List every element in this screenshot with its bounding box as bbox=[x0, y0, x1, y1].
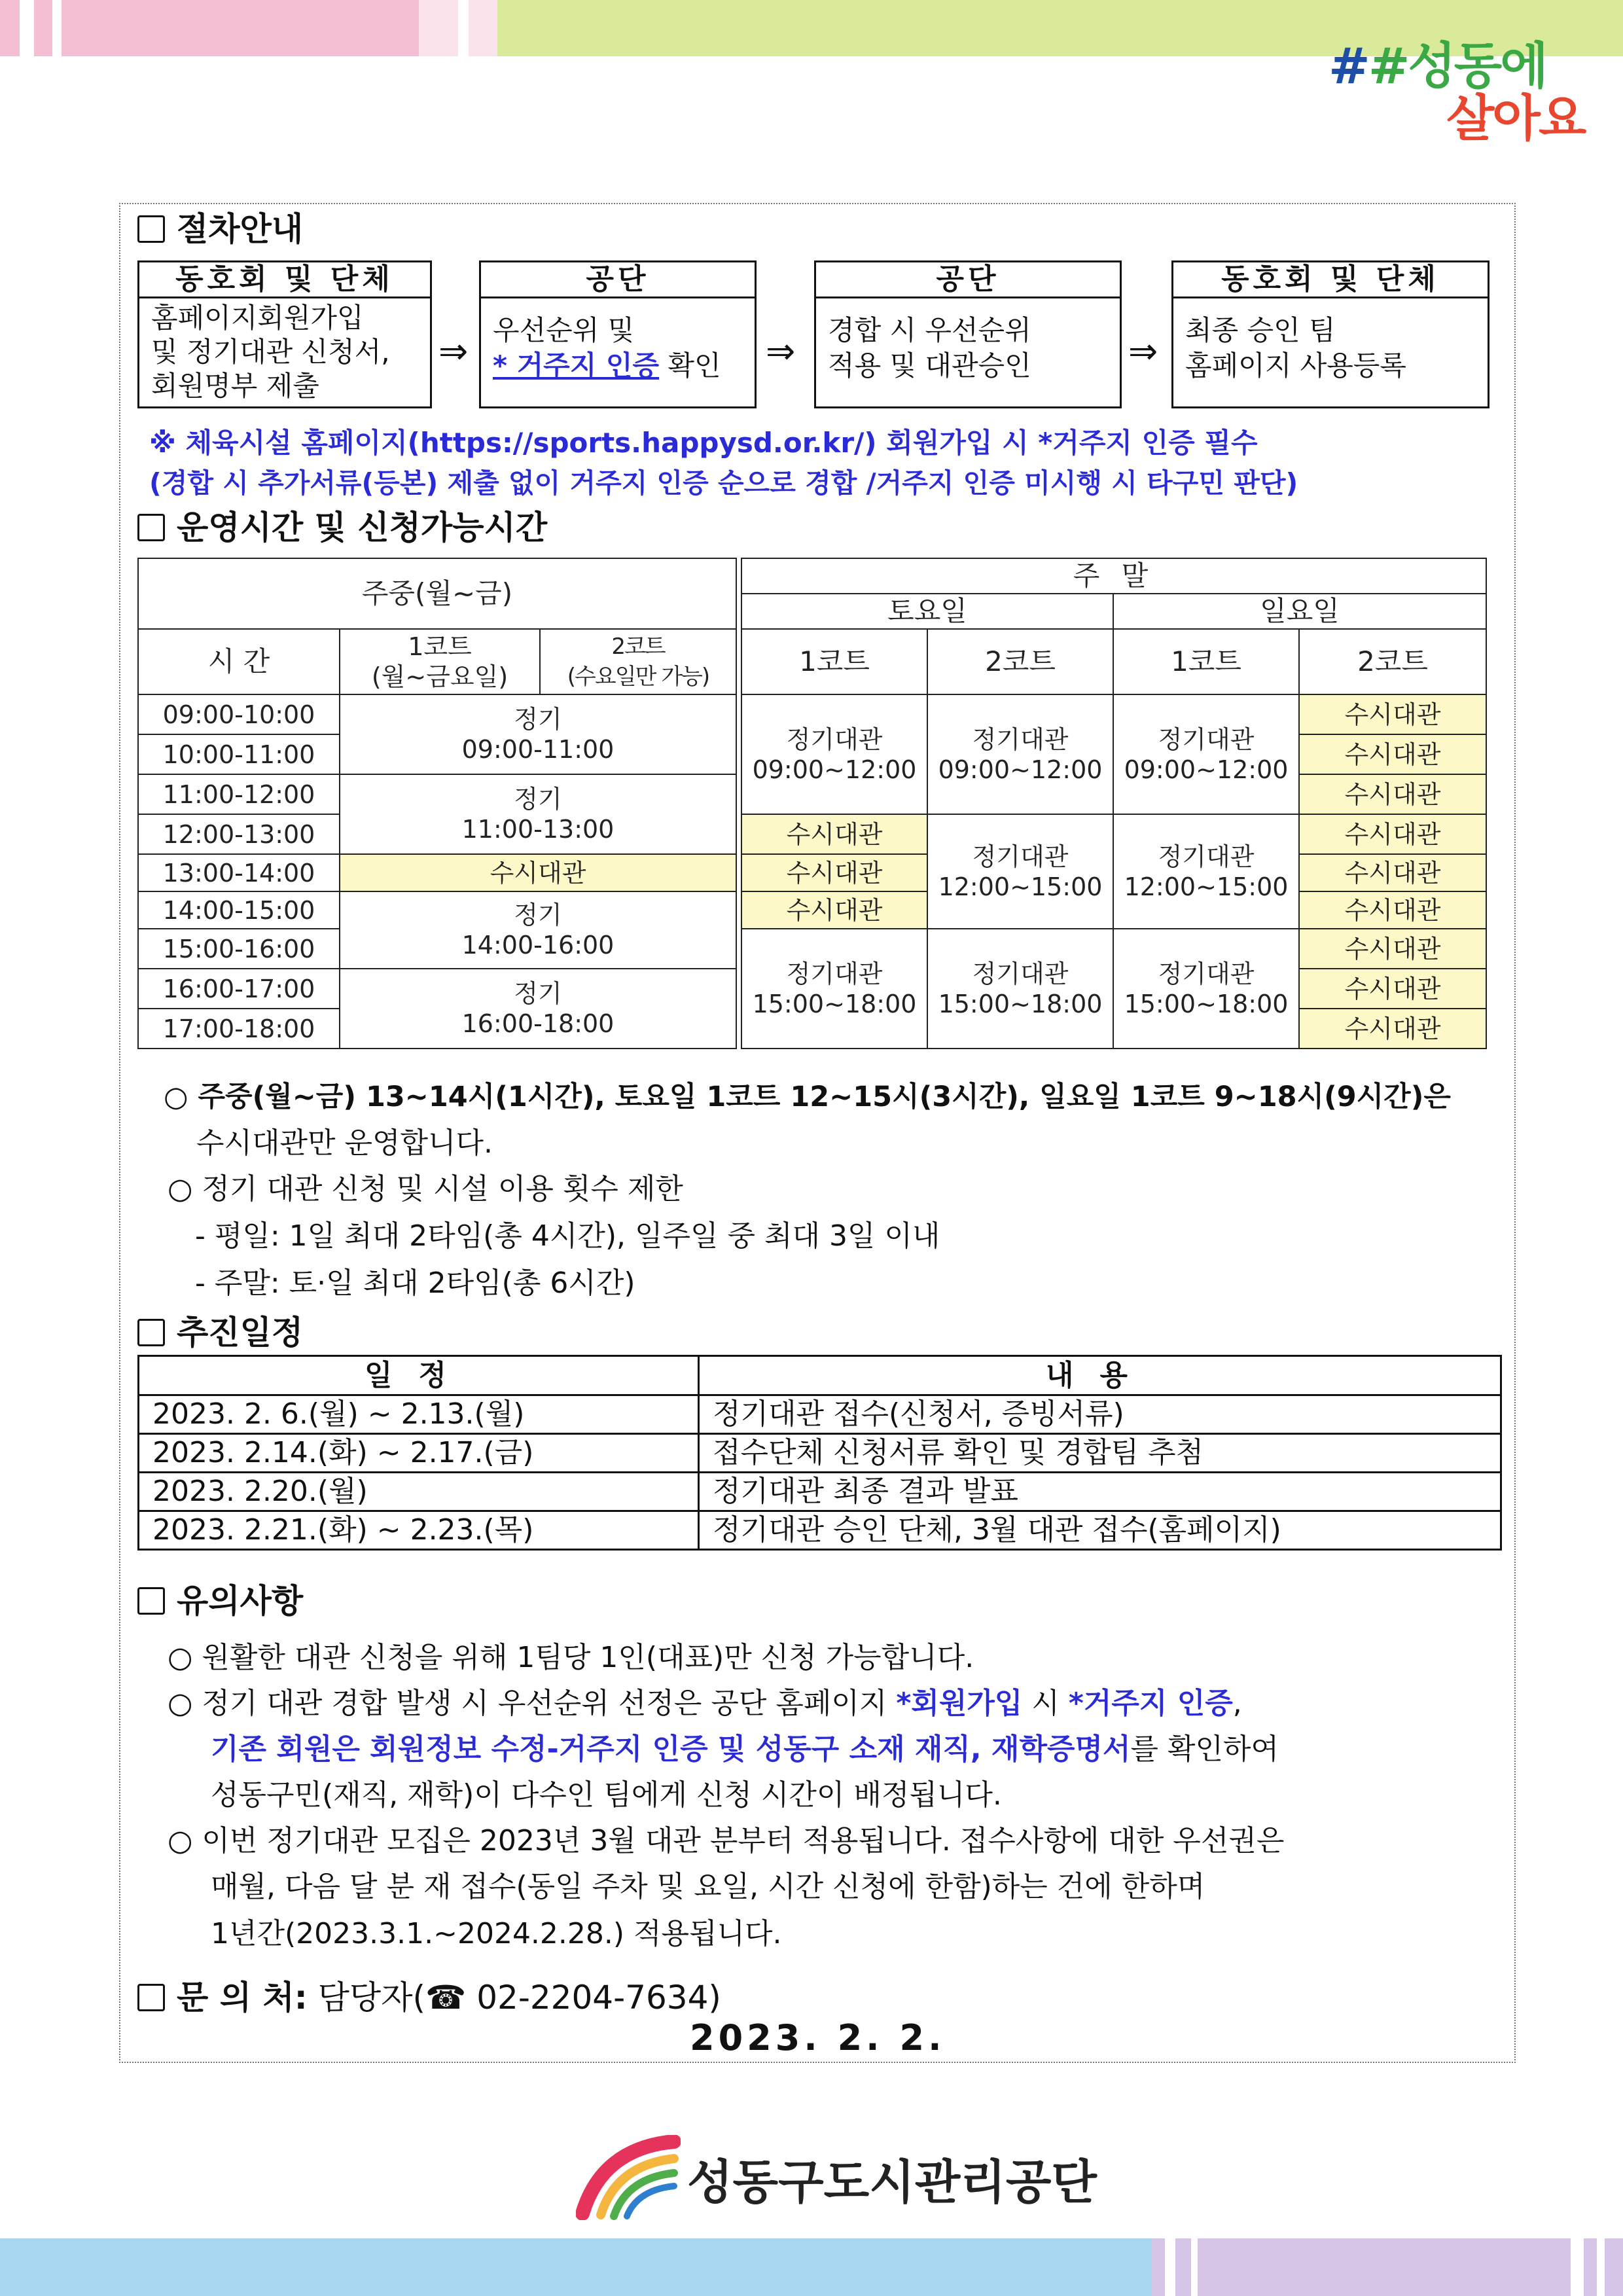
table-row bbox=[139, 1395, 1501, 1434]
sat-c1-regular-0912: 정기대관 09:00~12:00 bbox=[741, 694, 927, 814]
sun-c2-adhoc: 수시대관 bbox=[1299, 854, 1486, 891]
sat-c1-adhoc: 수시대관 bbox=[741, 891, 927, 929]
arrow-icon: ⇒ bbox=[438, 331, 469, 372]
schedule-date: 2023. 2. 6.(월) ~ 2.13.(월) bbox=[139, 1395, 699, 1434]
step-line: 경합 시 우선순위 bbox=[828, 314, 1031, 346]
schedule-date: 2023. 2.21.(화) ~ 2.23.(목) bbox=[139, 1511, 699, 1550]
time-cell: 14:00-15:00 bbox=[138, 891, 340, 929]
caution-3c: 1년간(2023.3.1.~2024.2.28.) 적용됩니다. bbox=[211, 1917, 782, 1950]
caution-2b: 기존 회원은 회원정보 수정-거주지 인증 및 성동구 소재 재직, 재학증명서를 확인하여 bbox=[211, 1732, 1279, 1766]
sun-c1-regular-1215: 정기대관 12:00~15:00 bbox=[1113, 814, 1299, 929]
step-line: 적용 및 대관승인 bbox=[828, 350, 1031, 382]
weekday-adhoc-1314: 수시대관 bbox=[340, 854, 736, 891]
procedure-heading: 절차안내 bbox=[137, 203, 303, 250]
procedure-step-2 bbox=[479, 260, 757, 408]
step-line: 및 정기대관 신청서, bbox=[151, 336, 390, 368]
arrow-icon: ⇒ bbox=[766, 331, 796, 372]
sat-court2-header: 2코트 bbox=[927, 629, 1113, 694]
step-header: 공단 bbox=[816, 262, 1120, 298]
bottom-decorative-band bbox=[0, 2238, 1623, 2296]
saturday-header: 토요일 bbox=[741, 594, 1113, 629]
sat-court1-header: 1코트 bbox=[741, 629, 927, 694]
sat-c2-regular-1215: 정기대관 12:00~15:00 bbox=[927, 814, 1113, 929]
procedure-note-2: (경합 시 추가서류(등본) 제출 없이 거주지 인증 순으로 경합 /거주지 인증 미시행 시 타구민 판단) bbox=[149, 467, 1298, 499]
checkbox-square-icon bbox=[137, 1319, 165, 1346]
hours-note-1a: ○ 주중(월~금) 13~14시(1시간), 토요일 1코트 12~15시(3시간), 일요일 1코트 9~18시(9시간)은 bbox=[164, 1081, 1451, 1113]
sun-c1-regular-0912: 정기대관 09:00~12:00 bbox=[1113, 694, 1299, 814]
hours-table bbox=[137, 558, 1487, 1049]
step-header: 동호회 및 단체 bbox=[1173, 262, 1488, 298]
sun-c2-adhoc: 수시대관 bbox=[1299, 694, 1486, 734]
sun-c2-adhoc: 수시대관 bbox=[1299, 734, 1486, 774]
hours-note-4: - 주말: 토·일 최대 2타임(총 6시간) bbox=[195, 1266, 635, 1300]
sun-c2-adhoc: 수시대관 bbox=[1299, 969, 1486, 1009]
schedule-date: 2023. 2.20.(월) bbox=[139, 1473, 699, 1511]
time-cell: 16:00-17:00 bbox=[138, 969, 340, 1009]
weekday-header: 주중(월~금) bbox=[138, 558, 736, 629]
checkbox-square-icon bbox=[137, 514, 165, 541]
procedure-step-1 bbox=[137, 260, 432, 408]
table-row bbox=[139, 1511, 1501, 1550]
cautions-heading: 유의사항 bbox=[137, 1575, 303, 1622]
procedure-note-1: ※ 체육시설 홈페이지(https://sports.happysd.or.kr/) 회원가입 시 *거주지 인증 필수 bbox=[149, 427, 1258, 459]
schedule-heading: 추진일정 bbox=[137, 1306, 303, 1354]
document-date: 2023. 2. 2. bbox=[690, 2017, 946, 2058]
caution-3a: ○ 이번 정기대관 모집은 2023년 3월 대관 분부터 적용됩니다. 접수사항에 대한 우선권은 bbox=[168, 1824, 1285, 1857]
step-line: 홈페이지 사용등록 bbox=[1185, 350, 1406, 382]
caution-3b: 매월, 다음 달 분 재 접수(동일 주차 및 요일, 시간 신청에 한함)하는 건에 한하며 bbox=[211, 1870, 1205, 1903]
sat-c1-adhoc: 수시대관 bbox=[741, 854, 927, 891]
time-cell: 17:00-18:00 bbox=[138, 1009, 340, 1049]
sun-c2-adhoc: 수시대관 bbox=[1299, 814, 1486, 854]
hours-note-3: - 평일: 1일 최대 2타임(총 4시간), 일주일 중 최대 3일 이내 bbox=[195, 1219, 940, 1253]
time-cell: 11:00-12:00 bbox=[138, 774, 340, 814]
schedule-content: 정기대관 접수(신청서, 증빙서류) bbox=[699, 1395, 1501, 1434]
step-line: * 거주지 인증 확인 bbox=[493, 350, 721, 382]
time-cell: 13:00-14:00 bbox=[138, 854, 340, 891]
sat-c2-regular-0912: 정기대관 09:00~12:00 bbox=[927, 694, 1113, 814]
rainbow-logo-icon bbox=[576, 2135, 681, 2220]
sun-c2-adhoc: 수시대관 bbox=[1299, 1009, 1486, 1049]
weekday-regular-1416: 정기 14:00-16:00 bbox=[340, 891, 736, 969]
residence-auth-link-text: * 거주지 인증 bbox=[493, 350, 660, 382]
contact-line: 문 의 처: 담당자(☎ 02-2204-7634) bbox=[137, 1971, 721, 2018]
schedule-table bbox=[137, 1355, 1502, 1551]
step-line: 최종 승인 팀 bbox=[1185, 314, 1336, 346]
hours-note-1b: 수시대관만 운영합니다. bbox=[196, 1126, 493, 1160]
sat-c1-adhoc: 수시대관 bbox=[741, 814, 927, 854]
table-row bbox=[139, 1473, 1501, 1511]
caution-2a: ○ 정기 대관 경합 발생 시 우선순위 선정은 공단 홈페이지 *회원가입 시 *거주지 인증, bbox=[168, 1687, 1242, 1720]
time-cell: 10:00-11:00 bbox=[138, 734, 340, 774]
weekday-regular-1113: 정기 11:00-13:00 bbox=[340, 774, 736, 854]
sun-c2-adhoc: 수시대관 bbox=[1299, 929, 1486, 969]
step-header: 공단 bbox=[481, 262, 755, 298]
step-line: 회원명부 제출 bbox=[151, 370, 319, 402]
hours-note-2: ○ 정기 대관 신청 및 시설 이용 횟수 제한 bbox=[168, 1172, 683, 1206]
schedule-content: 정기대관 승인 단체, 3월 대관 접수(홈페이지) bbox=[699, 1511, 1501, 1550]
sunday-header: 일요일 bbox=[1113, 594, 1486, 629]
organization-name: 성동구도시관리공단 bbox=[687, 2155, 1097, 2210]
checkbox-square-icon bbox=[137, 1984, 165, 2011]
sun-c2-adhoc: 수시대관 bbox=[1299, 891, 1486, 929]
weekday-regular-1618: 정기 16:00-18:00 bbox=[340, 969, 736, 1049]
schedule-col-date: 일정 bbox=[139, 1356, 699, 1395]
sun-c1-regular-1518: 정기대관 15:00~18:00 bbox=[1113, 929, 1299, 1049]
procedure-step-4 bbox=[1171, 260, 1489, 408]
schedule-content: 접수단체 신청서류 확인 및 경합팀 추첨 bbox=[699, 1434, 1501, 1473]
arrow-icon: ⇒ bbox=[1128, 331, 1158, 372]
weekday-court1-header: 1코트 (월~금요일) bbox=[340, 629, 540, 694]
step-line: 홈페이지회원가입 bbox=[151, 302, 364, 334]
caution-1: ○ 원활한 대관 신청을 위해 1팀당 1인(대표)만 신청 가능합니다. bbox=[168, 1641, 974, 1674]
table-divider bbox=[736, 558, 741, 1049]
time-cell: 09:00-10:00 bbox=[138, 694, 340, 734]
time-cell: 15:00-16:00 bbox=[138, 929, 340, 969]
weekend-header: 주 말 bbox=[741, 558, 1486, 594]
caution-2c: 성동구민(재직, 재학)이 다수인 팀에게 신청 시간이 배정됩니다. bbox=[211, 1778, 1002, 1812]
sun-court2-header: 2코트 bbox=[1299, 629, 1486, 694]
hours-heading: 운영시간 및 신청가능시간 bbox=[137, 501, 547, 548]
weekday-regular-0911: 정기 09:00-11:00 bbox=[340, 694, 736, 774]
table-row bbox=[139, 1434, 1501, 1473]
checkbox-square-icon bbox=[137, 215, 165, 243]
step-header: 동호회 및 단체 bbox=[139, 262, 430, 298]
schedule-content: 정기대관 최종 결과 발표 bbox=[699, 1473, 1501, 1511]
sat-c1-regular-1518: 정기대관 15:00~18:00 bbox=[741, 929, 927, 1049]
schedule-col-content: 내용 bbox=[699, 1356, 1501, 1395]
schedule-date: 2023. 2.14.(화) ~ 2.17.(금) bbox=[139, 1434, 699, 1473]
sun-court1-header: 1코트 bbox=[1113, 629, 1299, 694]
sun-c2-adhoc: 수시대관 bbox=[1299, 774, 1486, 814]
procedure-step-3 bbox=[814, 260, 1122, 408]
weekday-court2-header: 2코트 (수요일만 가능) bbox=[540, 629, 736, 694]
slogan-logo-line2: 살아요 bbox=[1446, 89, 1585, 147]
checkbox-square-icon bbox=[137, 1587, 165, 1615]
slogan-logo-line1: ##성동에 bbox=[1329, 37, 1546, 95]
sat-c2-regular-1518: 정기대관 15:00~18:00 bbox=[927, 929, 1113, 1049]
time-column-header: 시 간 bbox=[138, 629, 340, 694]
time-cell: 12:00-13:00 bbox=[138, 814, 340, 854]
step-line: 우선순위 및 bbox=[493, 314, 635, 346]
